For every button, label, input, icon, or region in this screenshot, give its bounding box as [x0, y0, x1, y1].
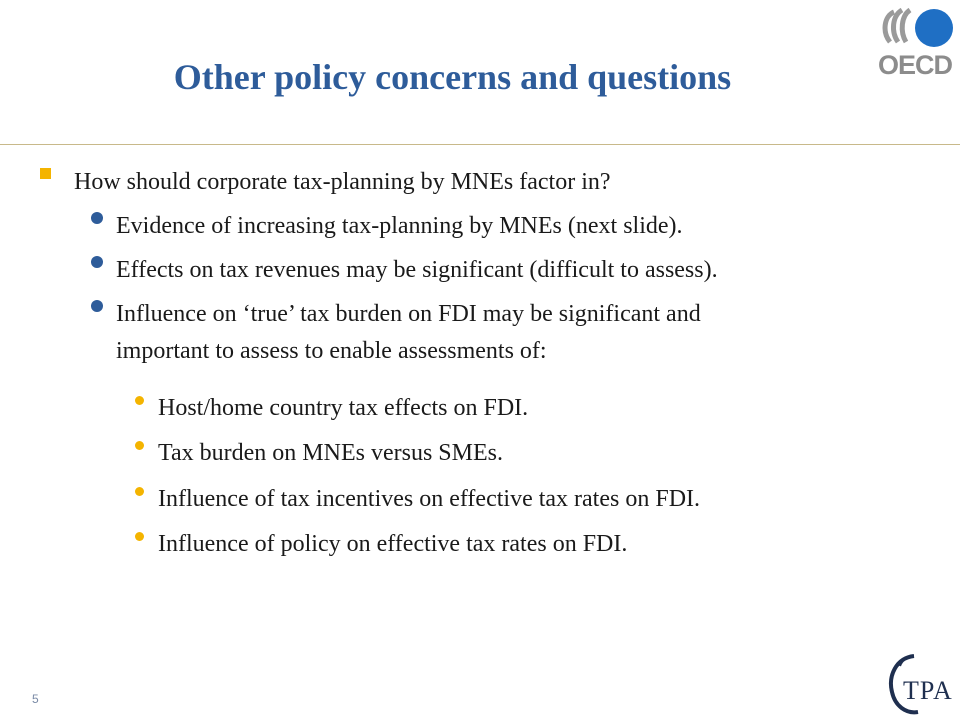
level3-bullet-icon: [135, 532, 144, 541]
bullet-level1-item: How should corporate tax-planning by MNEs factor in?: [74, 169, 611, 195]
bullet-level2-item-line1: Influence on ‘true’ tax burden on FDI may be significant and: [116, 301, 701, 327]
level2-bullet-icon: [91, 256, 103, 268]
level2-bullet-icon: [91, 300, 103, 312]
slide-title: Other policy concerns and questions: [173, 57, 732, 97]
bullet-level3-item: Influence of policy on effective tax rates on FDI.: [158, 531, 628, 557]
bullet-level3-item: Tax burden on MNEs versus SMEs.: [158, 440, 503, 466]
level1-bullet-icon: [40, 168, 51, 179]
bullet-level3-item: Host/home country tax effects on FDI.: [158, 395, 529, 421]
oecd-wordmark: OECD: [878, 50, 953, 80]
bullet-level2-item: Effects on tax revenues may be significant (difficult to assess).: [116, 257, 718, 283]
level2-bullet-icon: [91, 212, 103, 224]
level3-bullet-icon: [135, 396, 144, 405]
level3-bullet-icon: [135, 487, 144, 496]
bullet-level2-item-line2: important to assess to enable assessments of:: [116, 338, 547, 364]
bullet-level3-item: Influence of tax incentives on effective tax rates on FDI.: [158, 486, 701, 512]
page-number: 5: [32, 692, 39, 706]
ctpa-wordmark: TPA: [903, 676, 953, 705]
bullet-level2-item: Evidence of increasing tax-planning by MNEs (next slide).: [116, 213, 683, 239]
level3-bullet-icon: [135, 441, 144, 450]
